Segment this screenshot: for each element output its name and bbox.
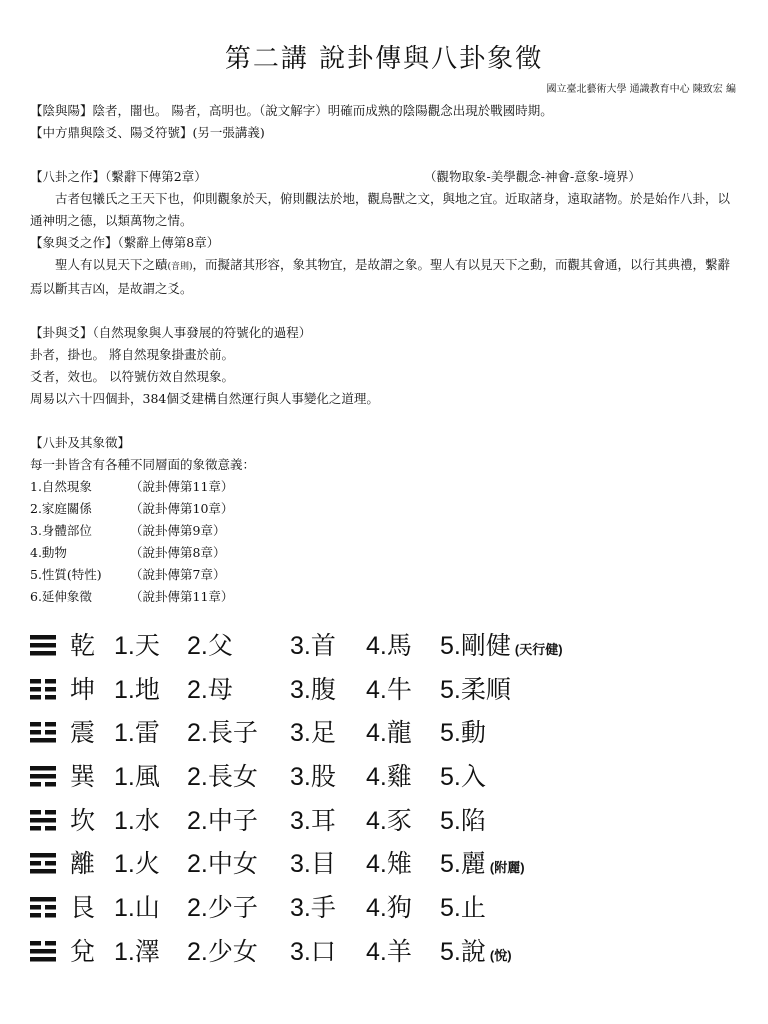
trigram-row <box>30 799 750 843</box>
animal-symbol: 4.馬 <box>366 632 412 660</box>
xiang-yao-text-b: ，而擬諸其形容，象其物宜，是故謂之象。聖人有以見天下之動，而觀其會通，以行其典禮，繫辭焉以斷其吉凶，是故謂之爻。 <box>30 257 731 296</box>
trigram-glyph <box>30 721 56 743</box>
trigram-row <box>30 930 750 974</box>
yin-line-segment <box>30 687 41 692</box>
bagua-symbol-intro: 每一卦皆含有各種不同層面的象徵意義： <box>30 457 256 472</box>
category-source: （說卦傳第10章） <box>130 501 234 516</box>
animal-symbol: 4.龍 <box>366 719 412 748</box>
yin-line-segment <box>30 722 41 727</box>
nature-symbol: 1.水 <box>114 806 160 835</box>
trigram-glyph <box>30 809 56 831</box>
zhongfang-line: 【中方鼎與陰爻、陽爻符號】(另一張講義) <box>30 125 265 140</box>
trigram-glyph <box>30 634 56 656</box>
quality-note: (悅) <box>489 947 512 963</box>
trigram-symbol-icon <box>30 624 58 668</box>
zhouyi-summary: 周易以六十四個卦，384個爻建構自然運行與人事變化之道理。 <box>30 391 379 406</box>
trigram-symbol-icon <box>30 755 58 799</box>
trigram-row <box>30 842 750 886</box>
category-source: （說卦傳第9章） <box>130 523 226 538</box>
family-symbol: 2.少子 <box>187 894 258 923</box>
trigram-name: 乾 <box>70 632 96 660</box>
nature-quality <box>440 711 490 759</box>
yin-line-segment <box>45 730 56 735</box>
trigram-symbol-icon <box>30 711 58 755</box>
yin-line-segment <box>30 861 41 866</box>
author-credit: 國立臺北藝術大學 通識教育中心 陳致宏 編 <box>546 84 736 95</box>
yin-line-segment <box>45 679 56 684</box>
trigram-name: 艮 <box>70 894 96 923</box>
xiang-yao-text-a: 聖人有以見天下之賾 <box>55 257 168 272</box>
quality-text: 5.止 <box>440 894 486 923</box>
trigram-symbol-icon <box>30 930 58 974</box>
category-item <box>30 476 742 498</box>
family-symbol: 2.長女 <box>187 763 258 792</box>
category-item <box>30 564 742 586</box>
animal-symbol: 4.豕 <box>366 806 412 835</box>
category-item <box>30 520 742 542</box>
category-list <box>30 476 742 608</box>
yang-line <box>30 869 56 874</box>
nature-quality <box>440 668 515 716</box>
trigram-row <box>30 886 750 930</box>
yin-line-segment <box>30 941 41 946</box>
yang-line <box>30 738 56 743</box>
yang-line <box>30 635 56 640</box>
yang-line <box>30 643 56 648</box>
animal-symbol: 4.羊 <box>366 937 412 966</box>
category-source: （說卦傳第7章） <box>130 567 226 582</box>
trigram-row <box>30 668 750 712</box>
yin-line-segment <box>45 913 56 918</box>
category-label: 3.身體部位 <box>30 523 92 538</box>
nature-quality <box>440 799 490 847</box>
quality-text: 5.麗 <box>440 850 486 879</box>
quality-note: (天行健) <box>514 642 563 657</box>
yin-line-segment <box>45 905 56 910</box>
trigram-glyph <box>30 896 56 918</box>
category-item <box>30 586 742 608</box>
xiang-yao-paragraph <box>30 254 742 300</box>
trigram-glyph <box>30 765 56 787</box>
trigram-row <box>30 755 750 799</box>
trigram-symbol-icon <box>30 886 58 930</box>
gua-definition: 卦者，掛也。 將自然現象掛畫於前。 <box>30 347 234 362</box>
yin-line-segment <box>45 722 56 727</box>
quality-text: 5.動 <box>440 719 486 748</box>
quality-text: 5.柔順 <box>440 675 511 704</box>
family-symbol: 2.中子 <box>187 806 258 835</box>
page-title: 第二講 說卦傳與八卦象徵 <box>224 44 544 74</box>
category-source: （說卦傳第8章） <box>130 545 226 560</box>
trigram-name: 坤 <box>70 675 96 704</box>
yin-line-segment <box>30 695 41 700</box>
trigram-symbol-icon <box>30 799 58 843</box>
trigram-name: 兌 <box>70 937 96 966</box>
family-symbol: 2.少女 <box>187 937 258 966</box>
yang-line <box>30 774 56 779</box>
trigram-name: 坎 <box>70 806 96 835</box>
animal-symbol: 4.牛 <box>366 675 412 704</box>
gua-yao-heading: 【卦與爻】（自然現象與人事發展的符號化的過程） <box>30 325 312 340</box>
yang-line <box>30 818 56 823</box>
bagua-symbol-heading: 【八卦及其象徵】 <box>30 435 131 450</box>
trigram-name: 巽 <box>70 763 96 792</box>
animal-symbol: 4.狗 <box>366 894 412 923</box>
category-label: 2.家庭關係 <box>30 501 92 516</box>
yang-line <box>30 949 56 954</box>
yin-line-segment <box>45 941 56 946</box>
trigram-name: 震 <box>70 719 96 748</box>
nature-quality <box>440 930 512 978</box>
yang-line <box>30 853 56 858</box>
yin-line-segment <box>30 826 41 831</box>
trigram-row <box>30 711 750 755</box>
trigram-row <box>30 624 750 668</box>
bagua-zhi-zuo-heading: 【八卦之作】（繫辭下傳第2章） <box>30 169 207 184</box>
yin-line-segment <box>30 810 41 815</box>
yin-line-segment <box>45 861 56 866</box>
body-symbol: 3.首 <box>290 632 336 660</box>
xiang-yao-heading: 【象與爻之作】（繫辭上傳第8章） <box>30 235 220 250</box>
nature-quality <box>440 842 525 890</box>
nature-quality <box>440 886 490 934</box>
body-symbol: 3.腹 <box>290 675 336 704</box>
yin-line-segment <box>45 695 56 700</box>
pronunciation-note: (音則) <box>167 262 193 272</box>
category-item <box>30 542 742 564</box>
category-source: （說卦傳第11章） <box>130 479 234 494</box>
trigram-name: 離 <box>70 850 96 879</box>
nature-symbol: 1.天 <box>114 632 160 660</box>
yang-line <box>30 957 56 962</box>
body-symbol: 3.目 <box>290 850 336 879</box>
nature-symbol: 1.風 <box>114 763 160 792</box>
yin-line-segment <box>45 687 56 692</box>
body-symbol: 3.足 <box>290 719 336 748</box>
bagua-zhi-zuo-paragraph: 古者包犧氏之王天下也，仰則觀象於天，俯則觀法於地，觀鳥獸之文，與地之宜。近取諸身，遠取諸物。於是始作八卦，以通神明之德，以類萬物之情。 <box>30 191 731 228</box>
quality-text: 5.入 <box>440 763 486 792</box>
category-label: 4.動物 <box>30 545 67 560</box>
quality-note: (附麗) <box>489 860 525 876</box>
nature-quality <box>440 755 490 803</box>
yang-line <box>30 897 56 902</box>
category-item <box>30 498 742 520</box>
yang-line <box>30 651 56 656</box>
yang-line <box>30 766 56 771</box>
category-source: （說卦傳第11章） <box>130 589 234 604</box>
yin-line-segment <box>45 810 56 815</box>
yinyang-line: 【陰與陽】陰者，闇也。 陽者，高明也。（說文解字）明確而成熟的陰陽觀念出現於戰國時期。 <box>30 103 553 118</box>
yin-line-segment <box>30 913 41 918</box>
body-symbol: 3.耳 <box>290 806 336 835</box>
family-symbol: 2.母 <box>187 675 233 704</box>
category-label: 5.性質(特性) <box>30 567 102 582</box>
trigram-glyph <box>30 678 56 700</box>
nature-symbol: 1.地 <box>114 675 160 704</box>
quality-text: 5.陷 <box>440 806 486 835</box>
quality-text: 5.剛健 <box>440 632 511 660</box>
yao-definition: 爻者，效也。 以符號仿效自然現象。 <box>30 369 234 384</box>
nature-quality <box>440 624 563 672</box>
document-body <box>30 100 742 608</box>
yin-line-segment <box>30 782 41 787</box>
trigram-glyph <box>30 852 56 874</box>
yin-line-segment <box>45 782 56 787</box>
category-label: 1.自然現象 <box>30 479 92 494</box>
trigram-symbol-icon <box>30 668 58 712</box>
animal-symbol: 4.雞 <box>366 763 412 792</box>
trigram-symbol-icon <box>30 842 58 886</box>
yin-line-segment <box>30 905 41 910</box>
trigram-glyph <box>30 940 56 962</box>
category-label: 6.延伸象徵 <box>30 589 92 604</box>
animal-symbol: 4.雉 <box>366 850 412 879</box>
nature-symbol: 1.山 <box>114 894 160 923</box>
bagua-zhi-zuo-note: （觀物取象-美學觀念-神會-意象-境界） <box>424 169 641 184</box>
trigram-table <box>30 624 750 974</box>
family-symbol: 2.中女 <box>187 850 258 879</box>
quality-text: 5.說 <box>440 937 486 966</box>
body-symbol: 3.手 <box>290 894 336 923</box>
bagua-zhi-zuo-heading-row <box>30 166 742 188</box>
family-symbol: 2.父 <box>187 632 233 660</box>
nature-symbol: 1.澤 <box>114 937 160 966</box>
family-symbol: 2.長子 <box>187 719 258 748</box>
nature-symbol: 1.雷 <box>114 719 160 748</box>
nature-symbol: 1.火 <box>114 850 160 879</box>
yin-line-segment <box>30 679 41 684</box>
yin-line-segment <box>45 826 56 831</box>
yin-line-segment <box>30 730 41 735</box>
body-symbol: 3.股 <box>290 763 336 792</box>
body-symbol: 3.口 <box>290 937 336 966</box>
